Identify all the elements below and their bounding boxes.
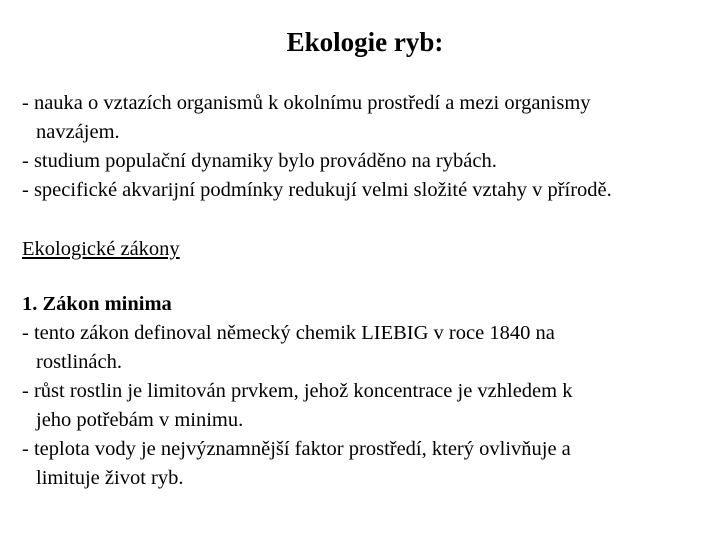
intro-line: navzájem. [36, 121, 120, 143]
intro-line: - studium populační dynamiky bylo prováděno na rybách. [22, 150, 497, 172]
slide-title: Ekologie ryb: [286, 27, 444, 57]
law-line: jeho potřebám v minimu. [36, 409, 244, 431]
law-line: - teplota vody je nejvýznamnější faktor prostředí, který ovlivňuje a [22, 438, 571, 460]
intro-line: - nauka o vztazích organismů k okolnímu prostředí a mezi organismy [22, 92, 591, 114]
law-body [22, 319, 718, 493]
intro-line: - specifické akvarijní podmínky redukují velmi složité vztahy v přírodě. [22, 179, 612, 201]
law-line: limituje život ryb. [36, 467, 184, 489]
laws-heading: Ekologické zákony [22, 238, 180, 260]
intro-paragraph [22, 89, 718, 205]
law-line: - tento zákon definoval německý chemik LIEBIG v roce 1840 na [22, 322, 555, 344]
law-line: rostlinách. [36, 351, 122, 373]
law-title: 1. Zákon minima [22, 293, 172, 315]
law-line: - růst rostlin je limitován prvkem, jehož koncentrace je vzhledem k [22, 380, 573, 402]
